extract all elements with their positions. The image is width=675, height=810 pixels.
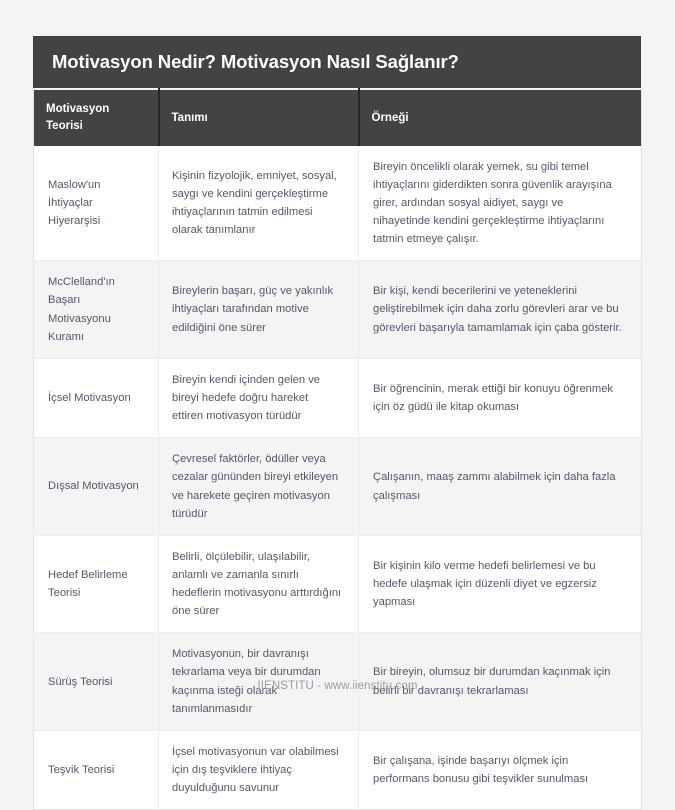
cell-definition: İçsel motivasyonun var olabilmesi için dış teşviklere ihtiyaç duyulduğunu savunur xyxy=(159,730,359,809)
cell-example: Bir bireyin, olumsuz bir durumdan kaçınmak için belirli bir davranışı tekrarlaması xyxy=(359,633,642,731)
table-row xyxy=(34,358,642,437)
table-title-bar xyxy=(33,36,641,88)
cell-definition: Çevresel faktörler, ödüller veya cezalar gününden bireyi etkileyen ve harekete geçiren motivasyon türüdür xyxy=(159,438,359,536)
cell-theory: İçsel Motivasyon xyxy=(34,358,159,437)
cell-definition: Belirli, ölçülebilir, ulaşılabilir, anlamlı ve zamanla sınırlı hedeflerin motivasyonu arttırdığını öne sürer xyxy=(159,535,359,633)
cell-example: Bir öğrencinin, merak ettiği bir konuyu öğrenmek için öz güdü ile kitap okuması xyxy=(359,358,642,437)
table-body xyxy=(34,146,642,810)
motivation-table-container xyxy=(33,36,641,810)
cell-theory: McClelland'ın Başarı Motivasyonu Kuramı xyxy=(34,261,159,359)
column-header-definition: Tanımı xyxy=(159,89,359,145)
cell-example: Bir çalışana, işinde başarıyı ölçmek için performans bonusu gibi teşvikler sunulması xyxy=(359,730,642,809)
cell-example: Bir kişinin kilo verme hedefi belirlemesi ve bu hedefe ulaşmak için düzenli diyet ve egzersiz yapması xyxy=(359,535,642,633)
page-title: Motivasyon Nedir? Motivasyon Nasıl Sağlanır? xyxy=(52,51,459,72)
table-row xyxy=(34,146,642,261)
cell-example: Bireyin öncelikli olarak yemek, su gibi temel ihtiyaçlarını giderdikten sonra güvenlik arayışına girer, ardından sosyal aidiyet, saygı ve nihayetinde kendini gerçekleştirme ihtiyaçlarını tatmin etmeye çalışır. xyxy=(359,146,642,261)
cell-theory: Hedef Belirleme Teorisi xyxy=(34,535,159,633)
footer-attribution: IIENSTITU - www.iienstitu.com xyxy=(257,680,418,692)
table-header-row xyxy=(34,89,642,145)
table-row xyxy=(34,535,642,633)
table-header xyxy=(34,89,642,145)
cell-definition: Bireyin kendi içinden gelen ve bireyi hedefe doğru hareket ettiren motivasyon türüdür xyxy=(159,358,359,437)
column-header-theory: Motivasyon Teorisi xyxy=(34,89,159,145)
cell-definition: Bireylerin başarı, güç ve yakınlık ihtiyaçları tarafından motive edildiğini öne sürer xyxy=(159,261,359,359)
cell-theory: Maslow'un İhtiyaçlar Hiyerarşisi xyxy=(34,146,159,261)
cell-theory: Dışsal Motivasyon xyxy=(34,438,159,536)
cell-example: Çalışanın, maaş zammı alabilmek için daha fazla çalışması xyxy=(359,438,642,536)
motivation-theories-table xyxy=(33,88,642,810)
table-row xyxy=(34,261,642,359)
cell-definition: Kişinin fizyolojik, emniyet, sosyal, saygı ve kendini gerçekleştirme ihtiyaçlarının tatmin edilmesi olarak tanımlanır xyxy=(159,146,359,261)
column-header-example: Örneği xyxy=(359,89,642,145)
cell-theory: Teşvik Teorisi xyxy=(34,730,159,809)
table-row xyxy=(34,438,642,536)
cell-theory: Sürüş Teorisi xyxy=(34,633,159,731)
cell-example: Bir kişi, kendi becerilerini ve yeteneklerini geliştirebilmek için daha zorlu görevleri arar ve bu görevleri başarıyla tamamlamak için çaba gösterir. xyxy=(359,261,642,359)
cell-definition: Motivasyonun, bir davranışı tekrarlama veya bir durumdan kaçınma isteği olarak tanımlanmasıdır xyxy=(159,633,359,731)
table-row xyxy=(34,730,642,809)
